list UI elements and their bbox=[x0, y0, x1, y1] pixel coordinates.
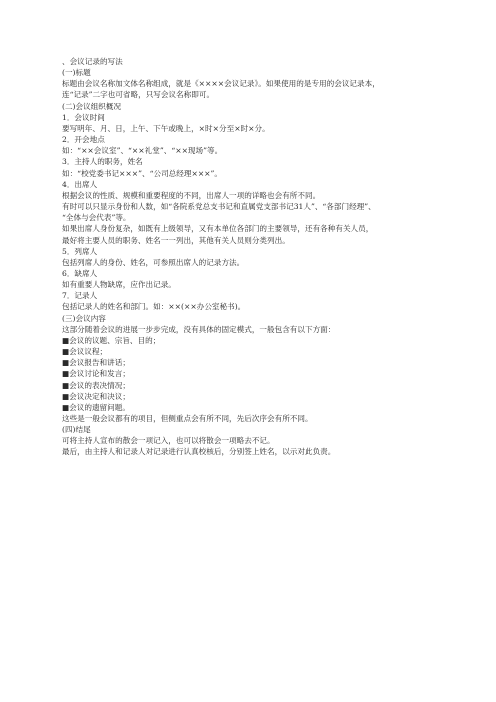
subheading-overview: (二)会议组织概况 bbox=[62, 101, 122, 111]
item-heading: 4．出席人 bbox=[62, 179, 98, 189]
paragraph-line: 这些是一般会议都有的项目，但侧重点会有所不同，先后次序会有所不同。 bbox=[62, 414, 313, 423]
item-heading: 7．记录人 bbox=[62, 291, 98, 301]
item-heading: 2．开会地点 bbox=[62, 135, 105, 145]
bullet-item: ■会议讨论和发言； bbox=[62, 369, 130, 379]
paragraph-line: 最好将主要人员的职务、姓名一一列出，其他有关人员则分类列出。 bbox=[62, 235, 290, 245]
item-heading: 1．会议时间 bbox=[62, 112, 105, 122]
item-heading: 5．列席人 bbox=[62, 246, 98, 256]
subheading-title: (一)标题 bbox=[62, 68, 91, 78]
subheading-content: (三)会议内容 bbox=[62, 313, 106, 323]
bullet-item: ■会议的表决情况； bbox=[62, 380, 130, 390]
document-body bbox=[62, 56, 442, 458]
paragraph-line: 最后，由主持人和记录人对记录进行认真校核后，分别签上姓名，以示对此负责。 bbox=[62, 447, 336, 457]
paragraph-line: 如：“××会议室”、“××礼堂”、“××现场”等。 bbox=[62, 146, 223, 156]
paragraph-line: 连“记录”二字也可省略，只写会议名称即可。 bbox=[62, 90, 215, 100]
paragraph-line: 有时可以只显示身份和人数，如“各院系党总支书记和直属党支部书记31人”、“各部门经理”、 bbox=[62, 202, 376, 212]
section-heading: 、会议记录的写法 bbox=[62, 57, 123, 66]
item-heading: 3．主持人的职务，姓名 bbox=[62, 157, 143, 167]
paragraph-line: 可将主持人宣布的散会一项记入，也可以将散会一项略去不记。 bbox=[62, 436, 275, 446]
paragraph-line: 如有重要人物缺席，应作出记录。 bbox=[62, 280, 176, 290]
item-heading: 6．缺席人 bbox=[62, 268, 98, 278]
subheading-ending: (四)结尾 bbox=[62, 425, 91, 435]
bullet-item: ■会议的议题、宗旨、目的； bbox=[62, 335, 161, 345]
bullet-item: ■会议决定和决议； bbox=[62, 391, 130, 401]
bullet-item: ■会议议程； bbox=[62, 347, 108, 357]
bullet-item: ■会议报告和讲话； bbox=[62, 358, 130, 368]
paragraph-line: 如：“校党委书记×××”、“公司总经理×××”。 bbox=[62, 168, 223, 178]
paragraph-line: 标题由会议名称加文体名称组成，就是《××××会议记录》。如果使用的是专用的会议记录本， bbox=[62, 79, 380, 89]
paragraph-line: 要写明年、月、日，上午、下午或晚上，×时×分至×时×分。 bbox=[62, 123, 270, 133]
paragraph-line: “全体与会代表”等。 bbox=[62, 213, 131, 223]
paragraph-line: 包括记录人的姓名和部门。如：××(××办公室秘书)。 bbox=[62, 302, 246, 312]
paragraph-line: 这部分随着会议的进展一步步完成，没有具体的固定模式，一般包含有以下方面： bbox=[62, 324, 336, 334]
paragraph-line: 根据会议的性质、规模和重要程度的不同，出席人一项的详略也会有所不同。 bbox=[62, 190, 321, 200]
paragraph-line: 如果出席人身份复杂，如既有上级领导，又有本单位各部门的主要领导，还有各种有关人员， bbox=[62, 224, 374, 234]
paragraph-line: 包括列席人的身份、姓名，可参照出席人的记录方法。 bbox=[62, 257, 245, 267]
bullet-item: ■会议的遗留问题。 bbox=[62, 402, 130, 412]
